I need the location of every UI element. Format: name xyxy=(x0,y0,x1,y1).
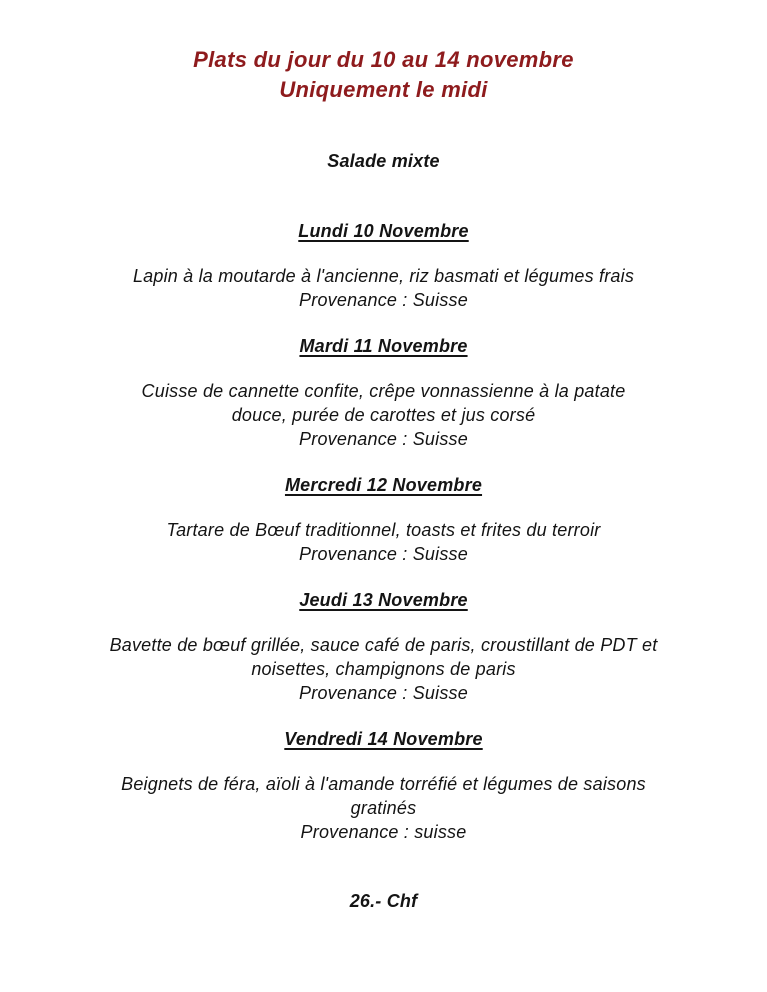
menu-title-line1: Plats du jour du 10 au 14 novembre xyxy=(193,47,574,72)
provenance-line: Provenance : suisse xyxy=(300,822,467,842)
provenance-line: Provenance : Suisse xyxy=(299,290,468,310)
dish-line: gratinés xyxy=(350,798,417,818)
dish-block xyxy=(0,633,767,705)
dish-block xyxy=(0,772,767,844)
day-heading: Jeudi 13 Novembre xyxy=(299,590,468,610)
price-label: 26.- Chf xyxy=(349,891,418,911)
menu-title xyxy=(0,45,767,105)
dish-line: douce, purée de carottes et jus corsé xyxy=(231,405,536,425)
day-heading: Mardi 11 Novembre xyxy=(299,336,468,356)
dish-line: Beignets de féra, aïoli à l'amande torréfié et légumes de saisons xyxy=(121,774,646,794)
dish-line: Cuisse de cannette confite, crêpe vonnassienne à la patate xyxy=(141,381,626,401)
dish-line: noisettes, champignons de paris xyxy=(251,659,516,679)
day-heading: Vendredi 14 Novembre xyxy=(284,729,483,749)
dish-block xyxy=(0,518,767,566)
starter-item: Salade mixte xyxy=(327,151,440,171)
provenance-line: Provenance : Suisse xyxy=(299,544,468,564)
day-heading: Mercredi 12 Novembre xyxy=(284,475,483,495)
provenance-line: Provenance : Suisse xyxy=(299,429,468,449)
day-section-mardi xyxy=(0,334,767,451)
day-section-vendredi xyxy=(0,727,767,844)
day-section-mercredi xyxy=(0,473,767,566)
dish-block xyxy=(0,264,767,312)
day-section-jeudi xyxy=(0,588,767,705)
menu-title-line2: Uniquement le midi xyxy=(279,77,488,102)
dish-block xyxy=(0,379,767,451)
dish-line: Tartare de Bœuf traditionnel, toasts et frites du terroir xyxy=(166,520,601,540)
provenance-line: Provenance : Suisse xyxy=(299,683,468,703)
day-section-lundi xyxy=(0,219,767,312)
day-heading: Lundi 10 Novembre xyxy=(298,221,469,241)
dish-line: Bavette de bœuf grillée, sauce café de paris, croustillant de PDT et xyxy=(109,635,658,655)
dish-line: Lapin à la moutarde à l'ancienne, riz basmati et légumes frais xyxy=(132,266,635,286)
